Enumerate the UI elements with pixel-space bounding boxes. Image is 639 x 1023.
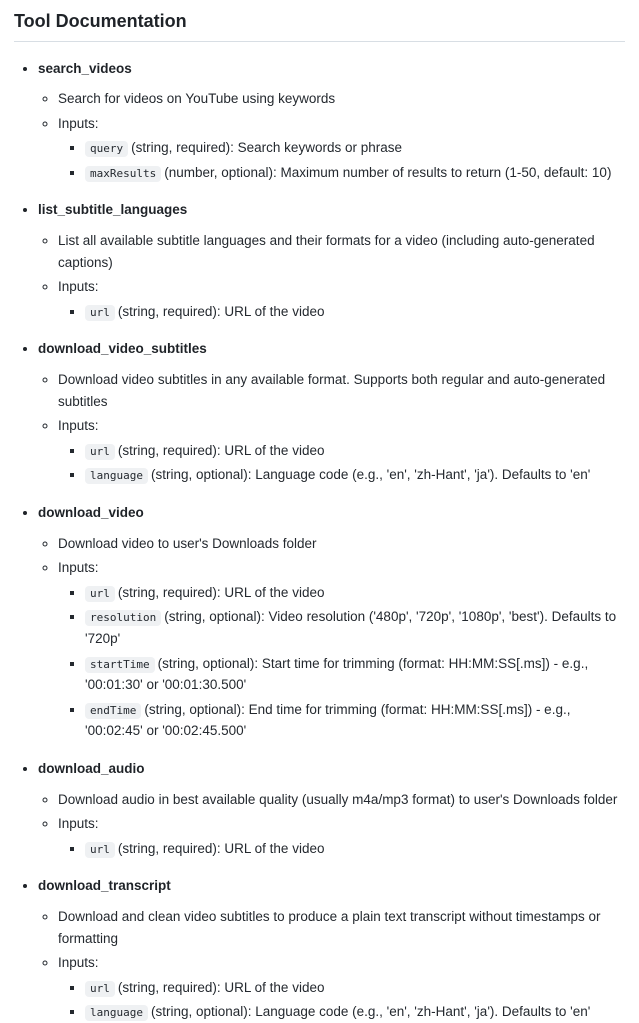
inputs-item [58,415,625,486]
inputs-label: Inputs: [58,418,99,434]
param-item [85,162,625,184]
inputs-label: Inputs: [58,955,99,971]
inputs-label: Inputs: [58,816,99,832]
param-item [85,440,625,462]
param-text: (string, optional): End time for trimming (format: HH:MM:SS[.ms]) - e.g., '00:02:45' or '00:02:45.500' [85,701,571,739]
param-code: endTime [85,703,141,719]
param-text: (string, required): URL of the video [117,303,325,319]
tool-item [38,502,625,742]
tool-sublist [38,533,625,742]
tool-sublist [38,88,625,183]
tool-sublist [38,906,625,1023]
param-code: url [85,981,115,997]
inputs-item [58,813,625,859]
param-text: (number, optional): Maximum number of results to return (1-50, default: 10) [164,164,612,180]
param-item [85,582,625,604]
inputs-item [58,113,625,184]
param-item [85,977,625,999]
tool-sublist [38,789,625,860]
description-item: ◦ Download video subtitles in any available format. Supports both regular and auto-generated subtitles [58,369,625,412]
tool-item [38,875,625,1023]
param-item [85,1001,625,1023]
param-code: url [85,842,115,858]
param-text: (string, required): Search keywords or phrase [131,140,402,156]
tool-sublist [38,369,625,486]
param-code: url [85,444,115,460]
inputs-item [58,276,625,322]
param-text: (string, optional): Video resolution ('480p', '720p', '1080p', 'best'). Defaults to '720p' [85,609,617,646]
inputs-item [58,952,625,1023]
param-list [58,838,625,860]
tool-name: download_audio [38,760,145,776]
param-code: language [85,1005,148,1021]
tool-item [38,58,625,184]
param-code: query [85,141,128,157]
param-item [85,699,625,742]
param-list [58,301,625,323]
param-item [85,137,625,159]
param-list [58,137,625,183]
tool-name: download_transcript [38,878,171,894]
description-item: ◦ Download audio in best available quality (usually m4a/mp3 format) to user's Downloads folder [58,789,625,811]
tool-sublist [38,230,625,322]
param-code: startTime [85,657,155,673]
param-text: (string, optional): Language code (e.g., 'en', 'zh-Hant', 'ja'). Defaults to 'en' [150,467,591,483]
param-item [85,464,625,486]
description-item: ◦ List all available subtitle languages and their formats for a video (including auto-generated captions) [58,230,625,273]
inputs-label: Inputs: [58,279,99,295]
param-text: (string, optional): Start time for trimming (format: HH:MM:SS[.ms]) - e.g., '00:01:30' or '00:01:30.500' [85,655,589,693]
param-text: (string, required): URL of the video [117,979,325,995]
tool-list [14,58,625,1023]
param-code: url [85,586,115,602]
tool-name: download_video [38,505,144,520]
param-list [58,582,625,742]
description-item: ◦ Search for videos on YouTube using keywords [58,88,625,110]
param-text: (string, required): URL of the video [117,584,325,600]
param-code: maxResults [85,166,161,182]
tool-item [38,338,625,486]
param-item [85,606,625,649]
param-list [58,440,625,486]
param-code: resolution [85,610,161,626]
param-text: (string, required): URL of the video [117,840,325,856]
param-code: language [85,468,148,484]
tool-name: list_subtitle_languages [38,202,188,218]
param-code: url [85,305,115,321]
param-list [58,977,625,1023]
param-item [85,301,625,323]
page-title: Tool Documentation [14,10,625,42]
description-item: ◦ Download video to user's Downloads folder [58,533,625,555]
param-text: (string, optional): Language code (e.g., 'en', 'zh-Hant', 'ja'). Defaults to 'en' [150,1004,591,1020]
description-item: ◦ Download and clean video subtitles to produce a plain text transcript without timestamps or formatting [58,906,625,949]
inputs-label: Inputs: [58,115,99,131]
inputs-item [58,557,625,742]
tool-name: search_videos [38,60,132,76]
tool-name: download_video_subtitles [38,341,207,357]
param-item [85,838,625,860]
param-text: (string, required): URL of the video [117,442,325,458]
tool-item [38,199,625,322]
param-item [85,653,625,696]
inputs-label: Inputs: [58,560,99,576]
tool-item [38,758,625,859]
